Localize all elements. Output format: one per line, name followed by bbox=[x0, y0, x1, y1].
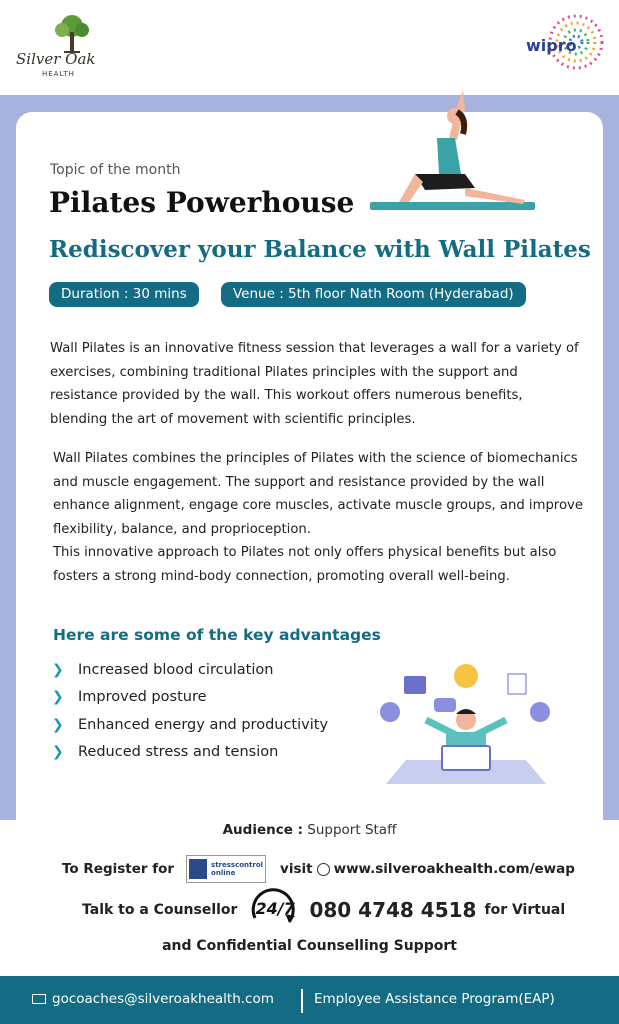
stresscontrol-line1: stresscontrol bbox=[211, 861, 264, 869]
counsel-line-2: and Confidential Counselling Support bbox=[162, 938, 457, 954]
silver-oak-sub: HEALTH bbox=[42, 70, 75, 78]
chevron-right-icon: ❯ bbox=[52, 661, 64, 678]
footer-email[interactable] bbox=[32, 991, 274, 1007]
counsel-prefix: Talk to a Counsellor bbox=[82, 902, 238, 918]
counsel-line bbox=[82, 888, 565, 932]
audience-line bbox=[0, 822, 619, 838]
list-item-label: Enhanced energy and productivity bbox=[78, 716, 329, 733]
list-item-label: Improved posture bbox=[78, 689, 207, 706]
register-url-link[interactable]: www.silveroakhealth.com/ewap bbox=[333, 861, 575, 877]
phone-number-link[interactable]: 080 4748 4518 bbox=[309, 898, 477, 922]
list-item-label: Reduced stress and tension bbox=[78, 744, 279, 761]
silver-oak-brand: Silver Oak bbox=[16, 50, 96, 68]
footer bbox=[0, 976, 619, 1024]
list-item bbox=[52, 684, 328, 712]
counsel-suffix: for Virtual bbox=[484, 902, 566, 918]
wipro-brand: wipro bbox=[526, 36, 577, 55]
advantages-list bbox=[52, 656, 328, 766]
support-badge-text: 24/7 bbox=[255, 899, 295, 918]
detail-text-1: Wall Pilates combines the principles of Pilates with the science of biomechanics and muscle engagement. The support and resistance provided by the wall enhance alignment, engage core muscles, activate muscle groups, and improve flexibility, balance, and proprioception. bbox=[53, 451, 583, 537]
stresscontrol-logo[interactable] bbox=[186, 855, 266, 883]
yoga-illustration bbox=[365, 78, 540, 218]
detail-text-2: This innovative approach to Pilates not only offers physical benefits but also fosters a strong mind-body connection, promoting overall well-being. bbox=[53, 545, 557, 584]
wipro-logo bbox=[520, 12, 608, 76]
register-prefix: To Register for bbox=[62, 861, 175, 877]
visit-label: visit bbox=[280, 861, 313, 877]
mail-icon bbox=[32, 994, 46, 1004]
register-line bbox=[62, 854, 575, 884]
footer-divider bbox=[301, 989, 303, 1013]
stresscontrol-line2: online bbox=[211, 869, 236, 877]
globe-icon bbox=[317, 863, 330, 876]
audience-label: Audience : bbox=[222, 822, 303, 838]
page-title: Pilates Powerhouse bbox=[49, 186, 355, 219]
intro-paragraph: Wall Pilates is an innovative fitness session that leverages a wall for a variety of exercises, combining traditional Pilates principles with the support and resistance provided by the wall. This workout offers numerous benefits, blending the art of movement with scientific principles. bbox=[50, 341, 579, 427]
multitasking-illustration bbox=[376, 660, 556, 790]
advantages-heading: Here are some of the key advantages bbox=[53, 626, 381, 644]
duration-badge: Duration : 30 mins bbox=[49, 282, 199, 307]
topic-label: Topic of the month bbox=[50, 162, 181, 178]
list-item bbox=[52, 739, 328, 767]
stresscontrol-icon bbox=[189, 859, 207, 879]
silver-oak-logo bbox=[14, 14, 104, 80]
email-link[interactable]: gocoaches@silveroakhealth.com bbox=[52, 991, 274, 1007]
list-item bbox=[52, 656, 328, 684]
venue-badge: Venue : 5th floor Nath Room (Hyderabad) bbox=[221, 282, 526, 307]
list-item-label: Increased blood circulation bbox=[78, 661, 274, 678]
support-24-7-icon bbox=[245, 888, 301, 932]
tree-icon bbox=[42, 14, 102, 54]
list-item bbox=[52, 711, 328, 739]
chevron-right-icon: ❯ bbox=[52, 744, 64, 761]
detail-paragraph bbox=[53, 447, 583, 588]
chevron-right-icon: ❯ bbox=[52, 689, 64, 706]
audience-value: Support Staff bbox=[307, 822, 397, 838]
footer-program: Employee Assistance Program(EAP) bbox=[314, 991, 555, 1007]
chevron-right-icon: ❯ bbox=[52, 716, 64, 733]
page-subtitle: Rediscover your Balance with Wall Pilates bbox=[49, 236, 591, 263]
